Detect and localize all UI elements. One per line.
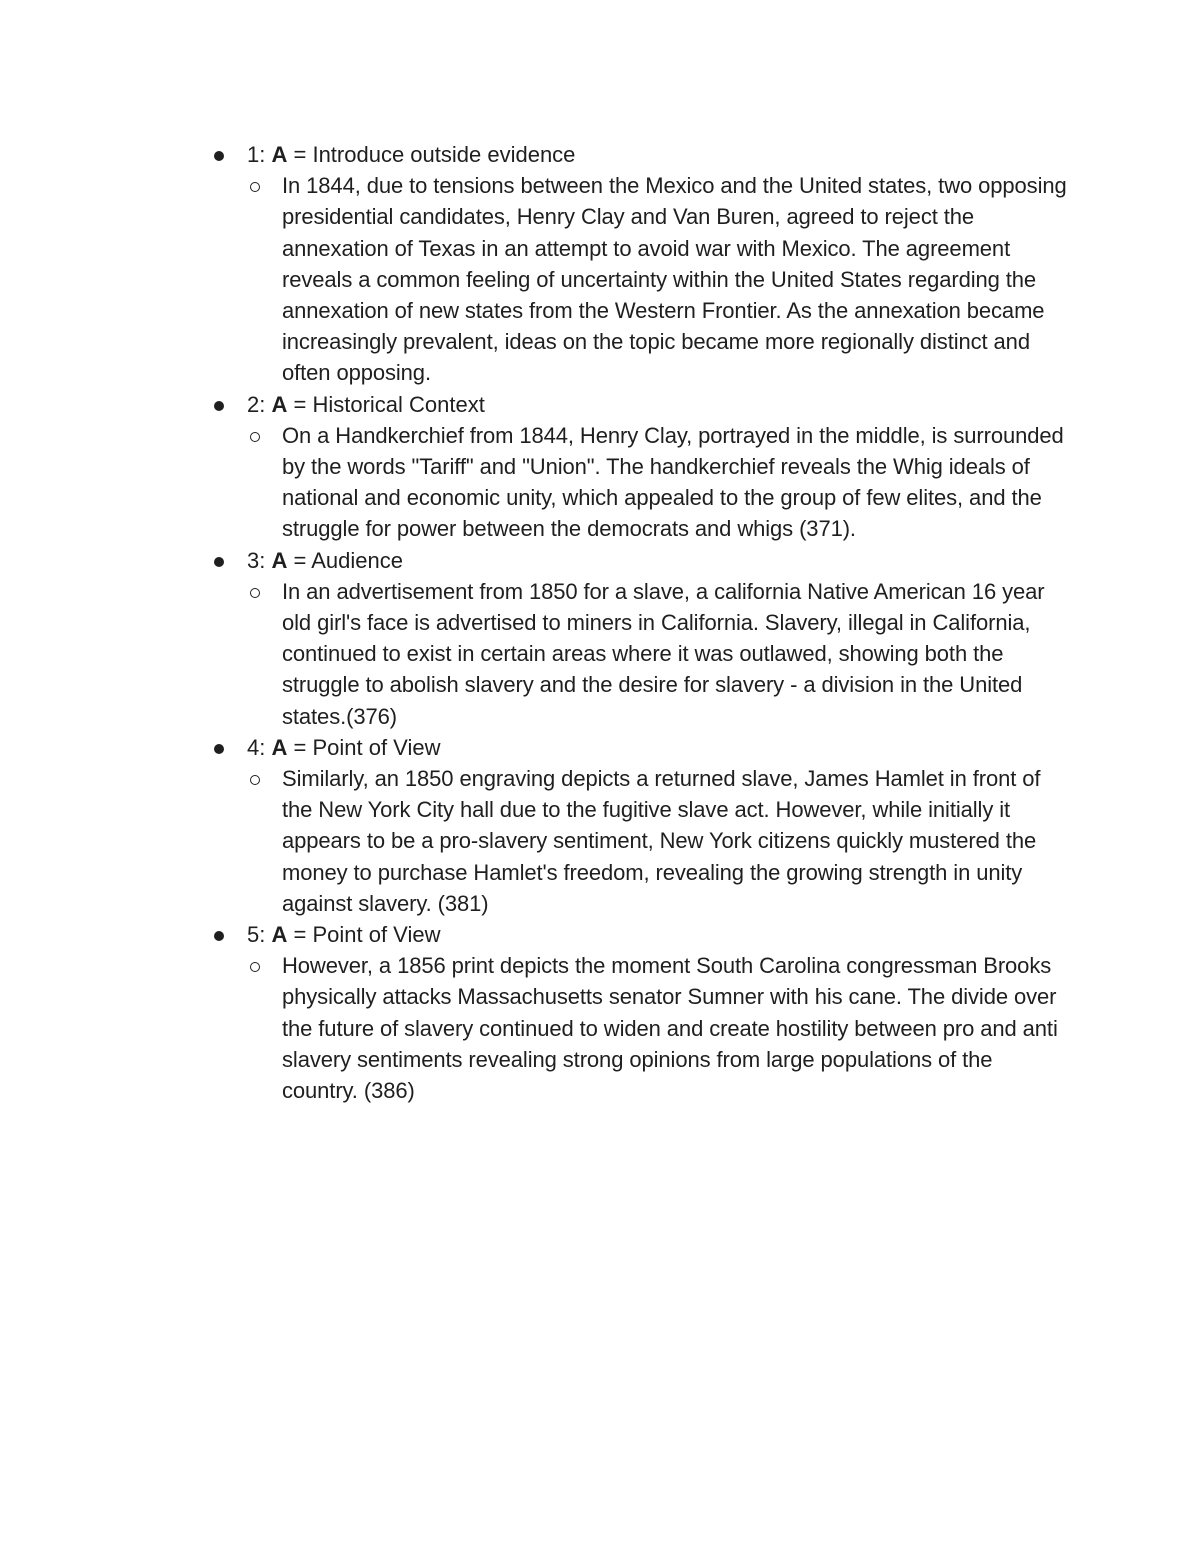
filled-bullet-icon	[214, 931, 224, 941]
hollow-bullet-icon	[250, 775, 260, 785]
sub-list	[247, 576, 1200, 732]
sub-list	[247, 420, 1200, 545]
hollow-bullet-icon	[250, 962, 260, 972]
hollow-bullet-icon	[250, 588, 260, 598]
item-label: = Audience	[293, 547, 403, 573]
sub-list	[247, 950, 1200, 1106]
item-label: = Introduce outside evidence	[293, 142, 576, 167]
sub-item-text: However, a 1856 print depicts the moment South Carolina congressman Brooks physically attacks Massachusetts senator Sumner with his cane. The divide over the future of slavery continued to widen and create hostility between pro and anti slavery sentiments revealing strong opinions from large populations of the country. (386)	[282, 953, 1058, 1104]
sub-item	[0, 576, 1072, 732]
item-number: 3:	[247, 547, 266, 573]
sub-item	[0, 170, 1072, 388]
filled-bullet-icon	[214, 557, 224, 567]
sub-item-text: In 1844, due to tensions between the Mexico and the United states, two opposing presidential candidates, Henry Clay and Van Buren, agreed to reject the annexation of Texas in an attempt to avoid war with Mexico. The agreement reveals a common feeling of uncertainty within the United States regarding the annexation of new states from the Western Frontier. As the annexation became increasingly prevalent, ideas on the topic became more regionally distinct and often opposing.	[282, 173, 1067, 386]
item-number: 4:	[247, 734, 266, 760]
item-label: = Point of View	[293, 922, 441, 948]
item-number: 5:	[247, 922, 266, 948]
item-heading	[247, 139, 1200, 170]
item-heading	[247, 545, 1200, 576]
outline-list	[0, 139, 1200, 1106]
sub-item	[0, 763, 1072, 919]
item-label: = Point of View	[293, 734, 441, 760]
outline-item	[0, 919, 1200, 1106]
sub-item	[0, 420, 1072, 545]
hollow-bullet-icon	[250, 432, 260, 442]
item-label: = Historical Context	[293, 391, 485, 417]
item-heading	[247, 919, 1200, 950]
sub-list	[247, 170, 1200, 388]
item-letter: A	[271, 547, 288, 573]
item-letter: A	[271, 734, 288, 760]
item-heading	[247, 389, 1200, 420]
item-letter: A	[271, 922, 288, 948]
outline-item	[0, 545, 1200, 732]
outline-item	[0, 732, 1200, 919]
sub-item-text: Similarly, an 1850 engraving depicts a returned slave, James Hamlet in front of the New York City hall due to the fugitive slave act. However, while initially it appears to be a pro-slavery sentiment, New York citizens quickly mustered the money to purchase Hamlet's freedom, revealing the growing strength in unity against slavery. (381)	[282, 766, 1041, 916]
item-heading	[247, 732, 1200, 763]
item-letter: A	[271, 391, 288, 417]
sub-item-text: On a Handkerchief from 1844, Henry Clay, portrayed in the middle, is surrounded by the words "Tariff" and "Union". The handkerchief reveals the Whig ideals of national and economic unity, which appealed to the group of few elites, and the struggle for power between the democrats and whigs (371).	[282, 422, 1064, 542]
sub-item	[0, 950, 1072, 1106]
hollow-bullet-icon	[250, 182, 260, 192]
filled-bullet-icon	[214, 744, 224, 754]
outline-item	[0, 139, 1200, 389]
filled-bullet-icon	[214, 401, 224, 411]
sub-list	[247, 763, 1200, 919]
outline-item	[0, 389, 1200, 545]
item-number: 2:	[247, 391, 266, 417]
item-number: 1:	[247, 142, 266, 167]
item-letter: A	[271, 142, 288, 167]
filled-bullet-icon	[214, 151, 224, 161]
sub-item-text: In an advertisement from 1850 for a slave, a california Native American 16 year old girl's face is advertised to miners in California. Slavery, illegal in California, continued to exist in certain areas where it was outlawed, showing both the struggle to abolish slavery and the desire for slavery - a division in the United states.(376)	[282, 578, 1045, 729]
